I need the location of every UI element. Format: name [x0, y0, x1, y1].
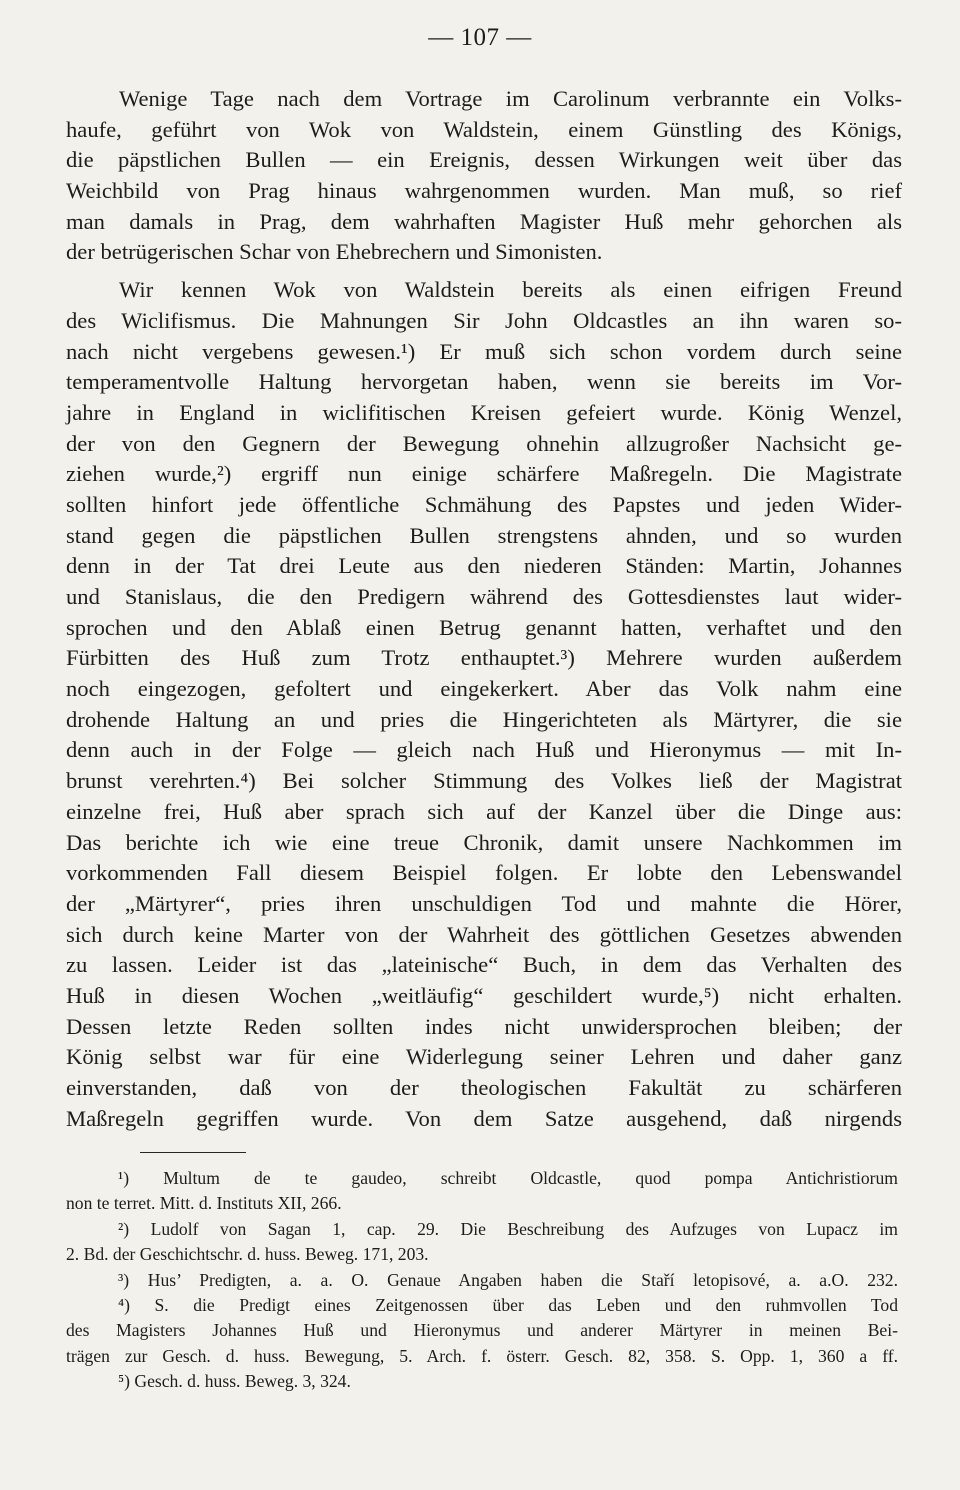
footnote-line: ⁴) S. die Predigt eines Zeitgenossen über das Leben und den ruhmvollen Tod	[118, 1294, 898, 1315]
body-line: der von den Gegnern der Bewegung ohnehin allzugroßer Nachsicht ge-	[66, 430, 902, 456]
body-line: die päpstlichen Bullen — ein Ereignis, dessen Wirkungen weit über das	[66, 147, 902, 173]
body-line: Wenige Tage nach dem Vortrage im Carolinum verbrannte ein Volks-	[119, 86, 902, 111]
footnote-separator	[140, 1152, 246, 1153]
footnote-line: 2. Bd. der Geschichtschr. d. huss. Beweg. 171, 203.	[66, 1244, 429, 1265]
body-line: einzelne frei, Huß aber sprach sich auf der Kanzel über die Dinge aus:	[66, 798, 902, 824]
body-line: des Wiclifismus. Die Mahnungen Sir John Oldcastles an ihn waren so-	[66, 307, 902, 333]
footnote-line: ²) Ludolf von Sagan 1, cap. 29. Die Beschreibung des Aufzuges von Lupacz im	[118, 1218, 898, 1239]
footnotes	[66, 1166, 898, 1395]
body-line: der betrügerischen Schar von Ehebrechern und Simonisten.	[66, 239, 603, 265]
body-line: Huß in diesen Wochen „weitläufig“ geschildert wurde,⁵) nicht erhalten.	[66, 982, 902, 1008]
body-line: Maßregeln gegriffen wurde. Von dem Satze ausgehend, daß nirgends	[66, 1105, 902, 1131]
body-line: haufe, geführt von Wok von Waldstein, einem Günstling des Königs,	[66, 116, 902, 142]
body-line: noch eingezogen, gefoltert und eingekerkert. Aber das Volk nahm eine	[66, 676, 902, 702]
footnote-line: ¹) Multum de te gaudeo, schreibt Oldcastle, quod pompa Antichristiorum	[118, 1168, 898, 1188]
footnote-line: trägen zur Gesch. d. huss. Bewegung, 5. Arch. f. österr. Gesch. 82, 358. S. Opp. 1, 360 a ff.	[66, 1345, 898, 1366]
body-line: nach nicht vergebens gewesen.¹) Er muß sich schon vordem durch seine	[66, 338, 902, 364]
body-line: und Stanislaus, die den Predigern während des Gottesdienstes laut wider-	[66, 584, 902, 609]
body-line: temperamentvolle Haltung hervorgetan haben, wenn sie bereits im Vor-	[66, 369, 902, 395]
body-line: sprochen und den Ablaß einen Betrug genannt hatten, verhaftet und den	[66, 614, 902, 640]
body-line: jahre in England in wiclifitischen Kreisen gefeiert wurde. König Wenzel,	[66, 399, 902, 425]
body-line: denn auch in der Folge — gleich nach Huß und Hieronymus — mit In-	[66, 737, 902, 763]
page-number: — 107 —	[428, 24, 532, 51]
body-text	[66, 84, 902, 1134]
body-line: einverstanden, daß von der theologischen Fakultät zu schärferen	[66, 1075, 902, 1100]
body-line: zu lassen. Leider ist das „lateinische“ Buch, in dem das Verhalten des	[66, 952, 902, 978]
body-line: Dessen letzte Reden sollten indes nicht unwidersprochen bleiben; der	[66, 1013, 902, 1039]
body-line: König selbst war für eine Widerlegung seiner Lehren und daher ganz	[66, 1044, 902, 1070]
footnote-line: ³) Hus’ Predigten, a. a. O. Genaue Angaben haben die Staří letopisové, a. a.O. 232.	[118, 1269, 898, 1290]
body-line: Weichbild von Prag hinaus wahrgenommen wurden. Man muß, so rief	[66, 178, 902, 204]
body-line: sich durch keine Marter von der Wahrheit des göttlichen Gesetzes abwenden	[66, 921, 902, 947]
body-line: Wir kennen Wok von Waldstein bereits als einen eifrigen Freund	[119, 277, 902, 303]
body-line: vorkommenden Fall diesem Beispiel folgen. Er lobte den Lebenswandel	[66, 860, 902, 886]
body-line: Fürbitten des Huß zum Trotz enthauptet.³) Mehrere wurden außerdem	[66, 645, 902, 671]
body-line: sollten hinfort jede öffentliche Schmähung des Papstes und jeden Wider-	[66, 491, 902, 517]
body-line: stand gegen die päpstlichen Bullen strengstens ahnden, und so wurden	[66, 522, 902, 548]
body-line: ziehen wurde,²) ergriff nun einige schärfere Maßregeln. Die Magistrate	[66, 461, 902, 487]
footnote-line: ⁵) Gesch. d. huss. Beweg. 3, 324.	[118, 1371, 351, 1392]
body-line: Das berichte ich wie eine treue Chronik, damit unsere Nachkommen im	[66, 829, 902, 855]
body-line: denn in der Tat drei Leute aus den niederen Ständen: Martin, Johannes	[66, 553, 902, 579]
body-line: der „Märtyrer“, pries ihren unschuldigen Tod und mahnte die Hörer,	[66, 890, 902, 916]
body-line: man damals in Prag, dem wahrhaften Magister Huß mehr gehorchen als	[66, 208, 902, 234]
body-line: brunst verehrten.⁴) Bei solcher Stimmung des Volkes ließ der Magistrat	[66, 768, 902, 794]
footnote-line: non te terret. Mitt. d. Instituts XII, 266.	[66, 1193, 342, 1214]
body-line: drohende Haltung an und pries die Hingerichteten als Märtyrer, die sie	[66, 706, 902, 732]
footnote-line: des Magisters Johannes Huß und Hieronymus und anderer Märtyrer in meinen Bei-	[66, 1320, 898, 1341]
